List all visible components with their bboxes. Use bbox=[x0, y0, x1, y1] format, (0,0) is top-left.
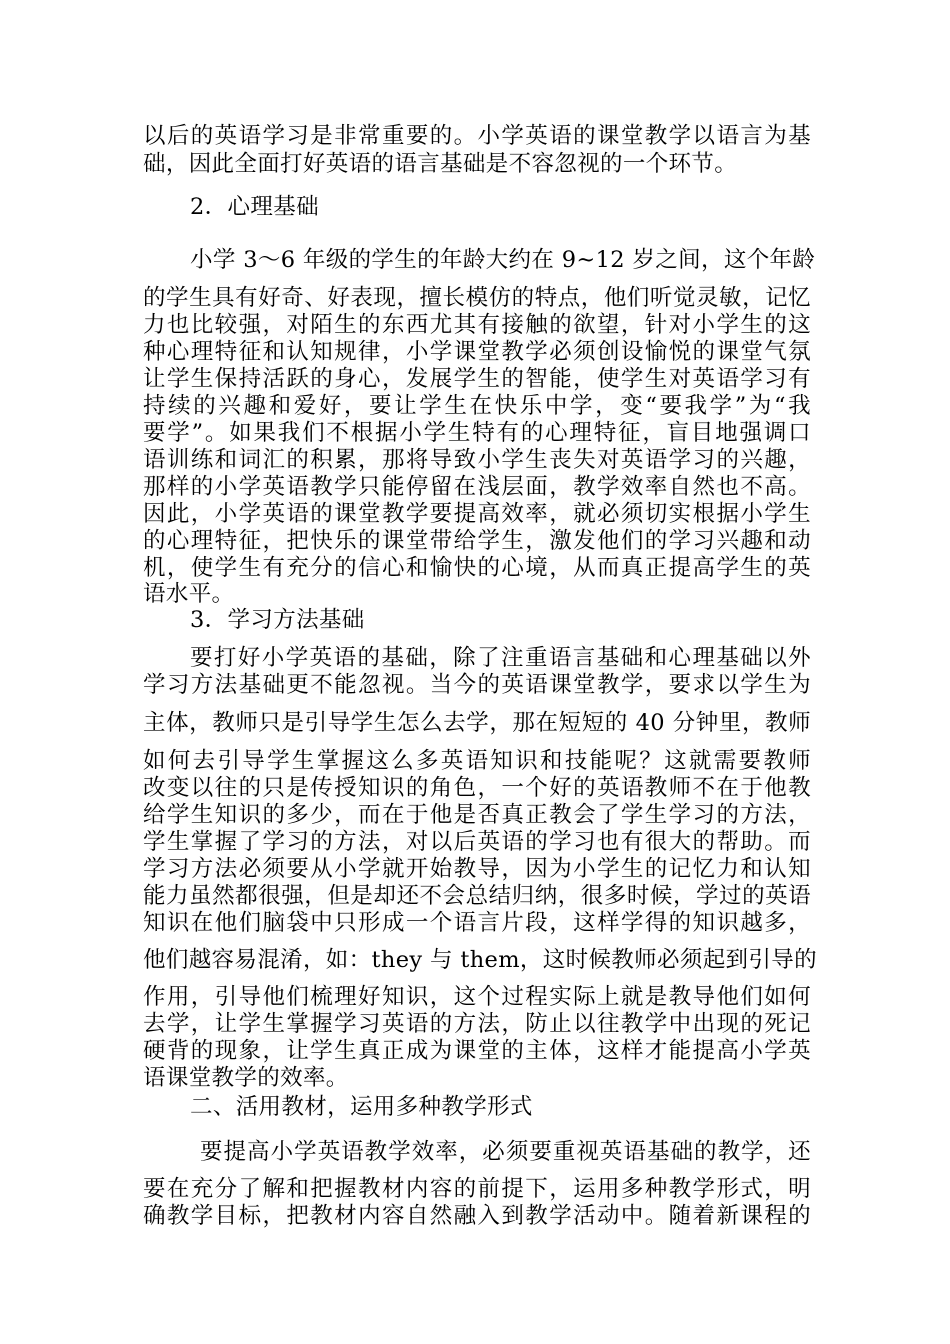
text-line: 因此，小学英语的课堂教学要提高效率，就必须切实根据小学生 bbox=[143, 501, 811, 527]
text-line: 要提高小学英语教学效率，必须要重视英语基础的教学，还 bbox=[200, 1139, 811, 1165]
text-line: 如何去引导学生掌握这么多英语知识和技能呢？这就需要教师 bbox=[143, 748, 811, 774]
text-line: 语水平。 bbox=[143, 581, 235, 607]
text-line: 学生掌握了学习的方法，对以后英语的学习也有很大的帮助。而 bbox=[143, 829, 811, 855]
text-line: 的学生具有好奇、好表现，擅长模仿的特点，他们听觉灵敏，记忆 bbox=[143, 285, 811, 311]
section-heading: 二、活用教材，运用多种教学形式 bbox=[190, 1094, 533, 1120]
text-line: 知识在他们脑袋中只形成一个语言片段，这样学得的知识越多， bbox=[143, 910, 811, 936]
text-line: 力也比较强，对陌生的东西尤其有接触的欲望，针对小学生的这 bbox=[143, 312, 811, 338]
text-line: 确教学目标，把教材内容自然融入到教学活动中。随着新课程的 bbox=[143, 1203, 811, 1229]
section-heading: 2．心理基础 bbox=[190, 194, 319, 220]
text-line: 持续的兴趣和爱好，要让学生在快乐中学，变“要我学”为“我 bbox=[143, 393, 811, 419]
text-line: 他们越容易混淆，如：they 与 them，这时候教师必须起到引导的 bbox=[143, 947, 817, 973]
text-line: 学习方法基础更不能忽视。当今的英语课堂教学，要求以学生为 bbox=[143, 672, 811, 698]
section-heading: 3．学习方法基础 bbox=[190, 607, 365, 633]
text-line: 作用，引导他们梳理好知识，这个过程实际上就是教导他们如何 bbox=[143, 984, 811, 1010]
text-line: 能力虽然都很强，但是却还不会总结归纳，很多时候，学过的英语 bbox=[143, 883, 811, 909]
text-line: 机，使学生有充分的信心和愉快的心境，从而真正提高学生的英 bbox=[143, 555, 811, 581]
text-line: 要在充分了解和把握教材内容的前提下，运用多种教学形式，明 bbox=[143, 1176, 811, 1202]
text-line: 让学生保持活跃的身心，发展学生的智能，使学生对英语学习有 bbox=[143, 366, 811, 392]
text-line: 给学生知识的多少，而在于他是否真正教会了学生学习的方法， bbox=[143, 802, 811, 828]
text-line: 语训练和词汇的积累，那将导致小学生丧失对英语学习的兴趣， bbox=[143, 447, 811, 473]
text-line: 种心理特征和认知规律，小学课堂教学必须创设愉悦的课堂气氛 bbox=[143, 339, 811, 365]
text-line: 的心理特征，把快乐的课堂带给学生，激发他们的学习兴趣和动 bbox=[143, 528, 811, 554]
text-line: 础，因此全面打好英语的语言基础是不容忽视的一个环节。 bbox=[143, 151, 738, 177]
text-line: 改变以往的只是传授知识的角色，一个好的英语教师不在于他教 bbox=[143, 775, 811, 801]
text-line: 那样的小学英语教学只能停留在浅层面，教学效率自然也不高。 bbox=[143, 474, 811, 500]
text-line: 学习方法必须要从小学就开始教导，因为小学生的记忆力和认知 bbox=[143, 856, 811, 882]
text-line: 主体，教师只是引导学生怎么去学，那在短短的 40 分钟里，教师 bbox=[143, 710, 811, 736]
text-line: 要打好小学英语的基础，除了注重语言基础和心理基础以外 bbox=[190, 645, 811, 671]
text-line: 去学，让学生掌握学习英语的方法，防止以往教学中出现的死记 bbox=[143, 1011, 811, 1037]
text-line: 语课堂教学的效率。 bbox=[143, 1065, 349, 1091]
text-line: 以后的英语学习是非常重要的。小学英语的课堂教学以语言为基 bbox=[143, 123, 811, 149]
text-line: 要学”。如果我们不根据小学生特有的心理特征，盲目地强调口 bbox=[143, 420, 811, 446]
text-line: 小学 3～6 年级的学生的年龄大约在 9~12 岁之间，这个年龄 bbox=[190, 247, 816, 273]
text-line: 硬背的现象，让学生真正成为课堂的主体，这样才能提高小学英 bbox=[143, 1038, 811, 1064]
